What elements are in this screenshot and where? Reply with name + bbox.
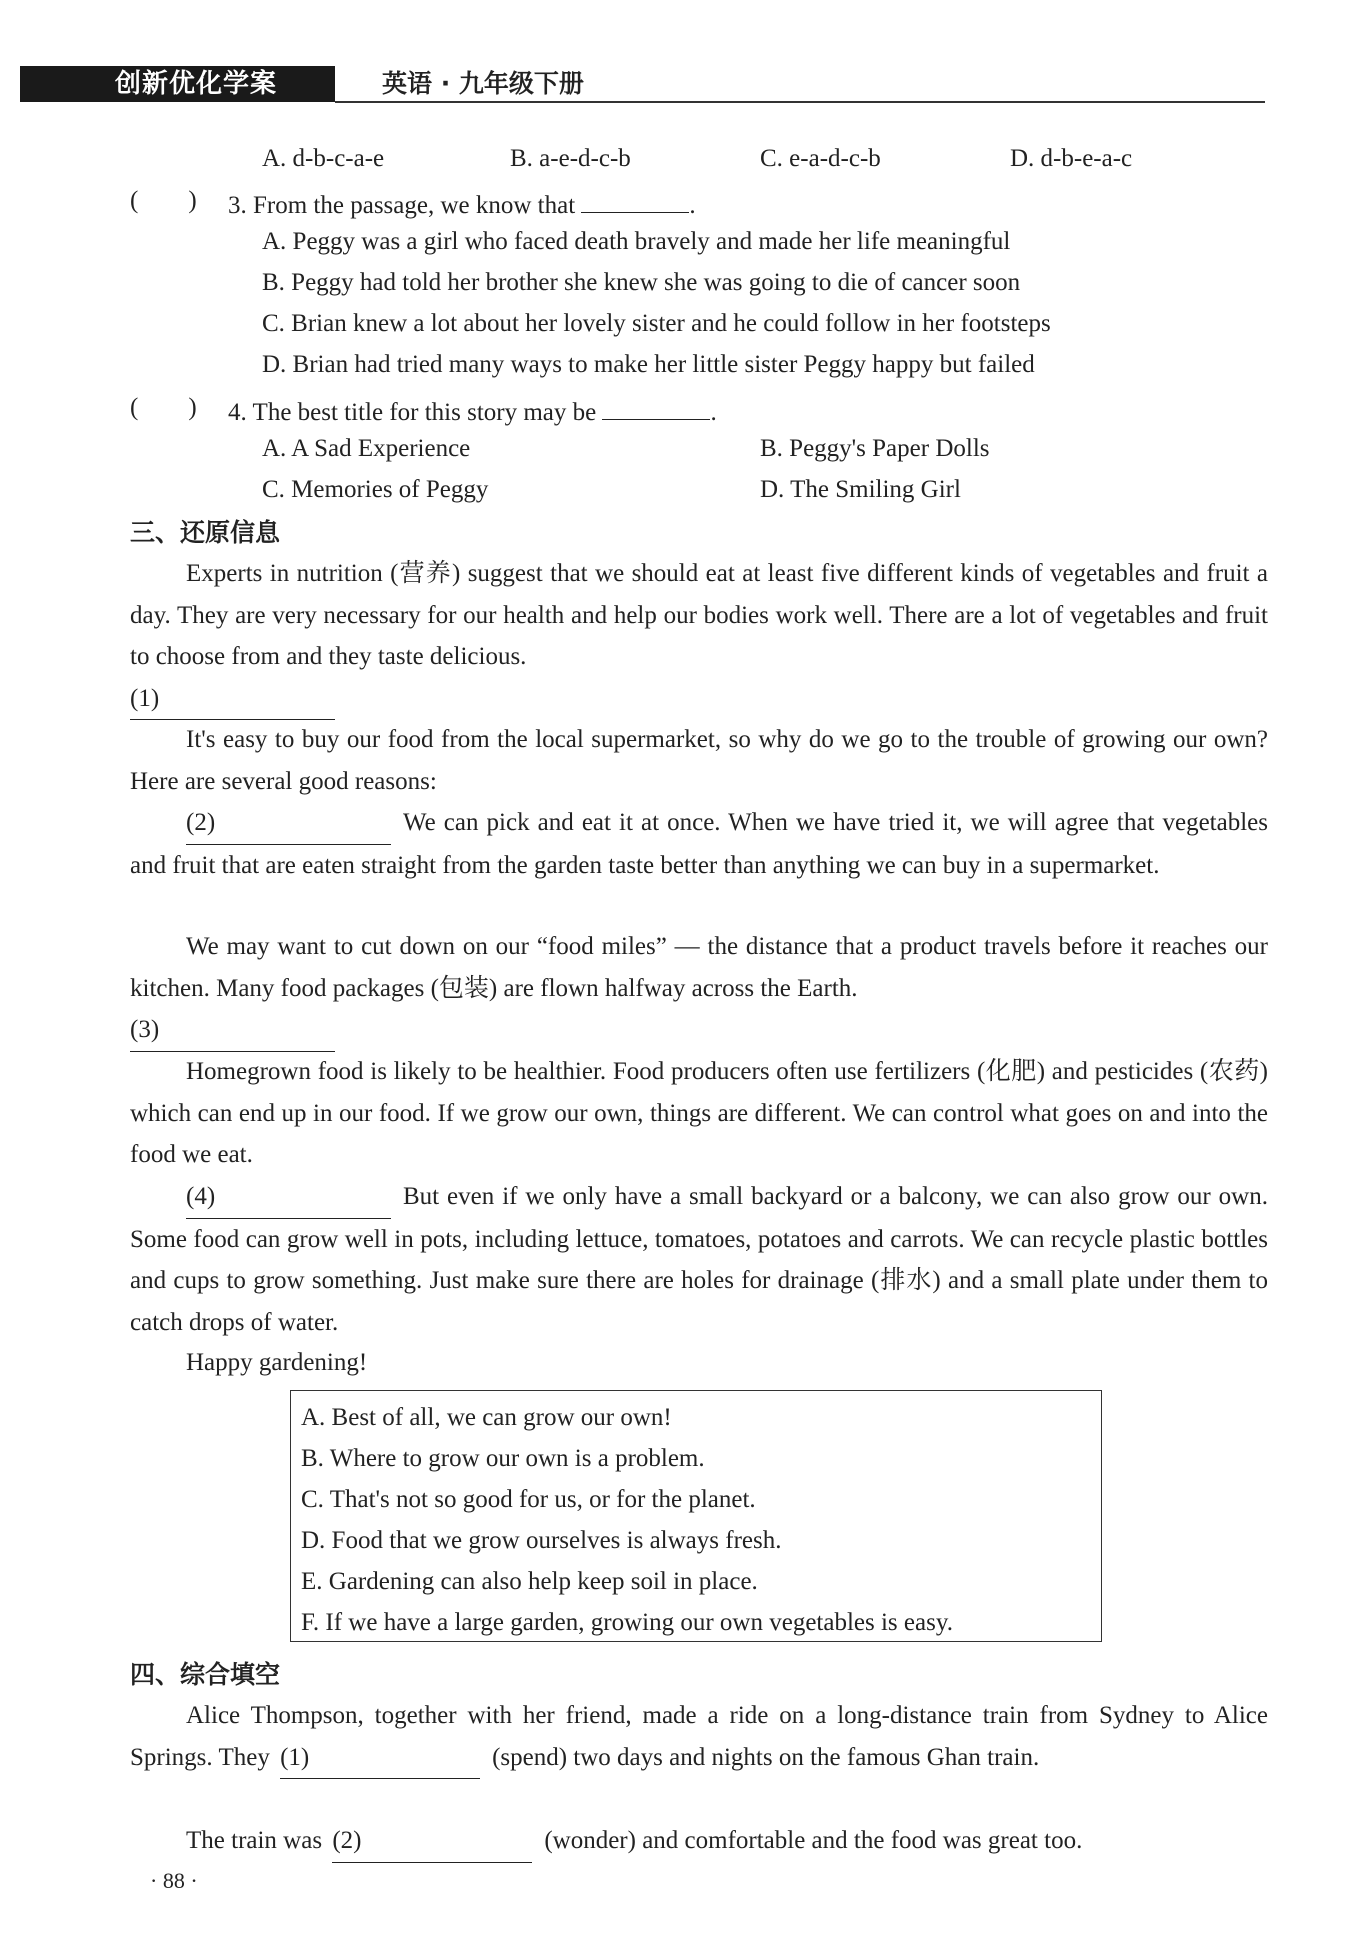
section3-paragraph-2 [130, 719, 1268, 802]
section3-paragraph-5 [130, 1051, 1268, 1176]
q3-answer-paren[interactable]: ( ) [130, 187, 197, 214]
page-header [20, 58, 1265, 104]
section3-option-c: C. That's not so good for us, or for the planet. [301, 1486, 756, 1513]
section3-option-e: E. Gardening can also help keep soil in place. [301, 1568, 758, 1595]
section3-paragraph-7 [130, 1342, 1268, 1384]
section4-blank-1[interactable]: (1) [280, 1737, 480, 1780]
section3-p3-text: We can pick and eat it at once. When we have tried it, we will agree that vegetables and fruit that are eaten straight from the garden taste better than anything we can buy in a supermarket. [130, 809, 1268, 879]
section3-heading: 三、还原信息 [130, 518, 281, 547]
q3-stem-text: 3. From the passage, we know that [228, 192, 576, 219]
section3-p7-text: Happy gardening! [186, 1349, 368, 1376]
section3-p4-text: We may want to cut down on our “food miles” — the distance that a product travels before it reaches our kitchen. Many food packages (包装) are flown halfway across the Earth. [130, 933, 1268, 1002]
q2-option-d: D. d-b-e-a-c [1010, 145, 1133, 172]
q4-stem-period: . [710, 399, 717, 426]
q4-option-b: B. Peggy's Paper Dolls [760, 435, 990, 462]
q3-option-d: D. Brian had tried many ways to make her little sister Peggy happy but failed [262, 351, 1035, 378]
q2-option-b: B. a-e-d-c-b [510, 145, 631, 172]
section4-p1-after-text: (spend) two days and nights on the famous Ghan train. [492, 1743, 1040, 1771]
q3-option-c: C. Brian knew a lot about her lovely sister and he could follow in her footsteps [262, 310, 1051, 337]
section3-p6-text: But even if we only have a small backyard or a balcony, we can also grow our own. Some food can grow well in pots, including lettuce, tomatoes, potatoes and carrots. We can recycle plastic bottles and cups to grow something. Just make sure there are holes for drainage (排水) and a small plate under them to catch drops of water. [130, 1183, 1268, 1336]
section3-option-b: B. Where to grow our own is a problem. [301, 1445, 705, 1472]
q2-option-a: A. d-b-c-a-e [262, 145, 385, 172]
section3-option-d: D. Food that we grow ourselves is always fresh. [301, 1527, 782, 1554]
q3-stem [228, 184, 696, 223]
section4-blank-2[interactable]: (2) [332, 1820, 532, 1863]
section3-paragraph-6 [130, 1176, 1268, 1343]
section3-p1-text: Experts in nutrition (营养) suggest that we should eat at least five different kinds of vegetables and fruit a day. They are very necessary for our health and help our bodies work well. There are a lot of vegetables and fruit to choose from and they taste delicious. [130, 560, 1268, 670]
brand-banner: 创新优化学案 [20, 66, 335, 102]
section4-p1-text: Alice Thompson, together with her friend, made a ride on a long-distance train from Sydney to Alice Springs. They [130, 1702, 1268, 1771]
q3-blank[interactable] [581, 184, 689, 213]
section3-options-box [290, 1390, 1102, 1642]
q4-stem [228, 391, 717, 430]
section4-p2-text: The train was [186, 1827, 323, 1854]
header-rule [335, 101, 1265, 103]
section3-paragraph-3 [130, 802, 1268, 886]
section3-paragraph-4 [130, 926, 1268, 1052]
q4-option-d: D. The Smiling Girl [760, 476, 961, 503]
section3-p5-text: Homegrown food is likely to be healthier. Food producers often use fertilizers (化肥) and pesticides (农药) which can end up in our food. If we grow our own, things are different. We can control what goes on and into the food we eat. [130, 1058, 1268, 1168]
section4-p2-after-text: (wonder) and comfortable and the food was great too. [544, 1827, 1083, 1854]
q2-option-c: C. e-a-d-c-b [760, 145, 881, 172]
section3-blank-4[interactable]: (4) [186, 1176, 391, 1219]
q4-blank[interactable] [602, 391, 710, 420]
section3-paragraph-1 [130, 553, 1268, 720]
section3-p2-text: It's easy to buy our food from the local supermarket, so why do we go to the trouble of growing our own? Here are several good reasons: [130, 726, 1268, 795]
q4-answer-paren[interactable]: ( ) [130, 394, 197, 421]
q4-stem-text: 4. The best title for this story may be [228, 399, 597, 426]
q3-option-a: A. Peggy was a girl who faced death bravely and made her life meaningful [262, 228, 1011, 255]
section3-blank-3[interactable]: (3) [130, 1009, 335, 1052]
q4-option-c: C. Memories of Peggy [262, 476, 489, 503]
section4-paragraph-2 [130, 1820, 1268, 1863]
q4-option-a: A. A Sad Experience [262, 435, 471, 462]
section4-paragraph-1 [130, 1695, 1268, 1779]
section3-blank-1[interactable]: (1) [130, 678, 335, 721]
book-title: 英语 · 九年级下册 [382, 69, 584, 98]
q3-option-b: B. Peggy had told her brother she knew she was going to die of cancer soon [262, 269, 1021, 296]
section3-blank-2[interactable]: (2) [186, 802, 391, 845]
section3-option-a: A. Best of all, we can grow our own! [301, 1404, 672, 1431]
q3-stem-period: . [689, 192, 696, 219]
section4-heading: 四、综合填空 [130, 1660, 281, 1689]
section3-option-f: F. If we have a large garden, growing our own vegetables is easy. [301, 1609, 953, 1636]
page-number: · 88 · [150, 1868, 198, 1893]
